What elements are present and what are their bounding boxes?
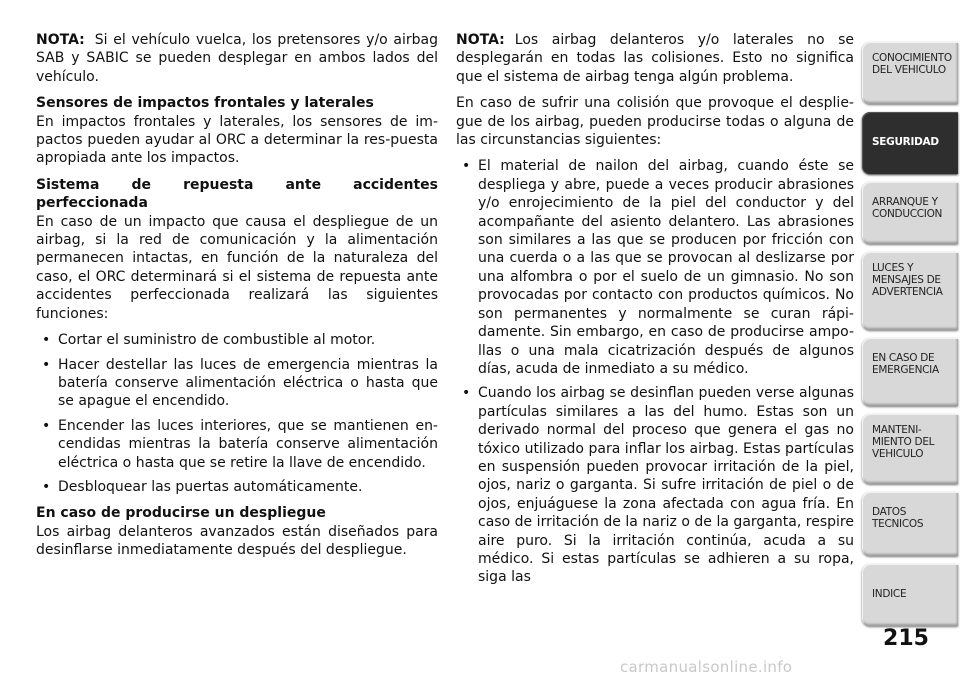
circumstances-list <box>456 157 854 586</box>
tab-arranque-y-conduccion[interactable]: ARRANQUE Y CONDUCCION <box>862 182 958 244</box>
nota-label: NOTA: <box>36 32 85 48</box>
list-item: • El material de nailon del airbag, cuando éste se despliega y abre, puede a veces producir abrasiones y/o enrojecimiento de la piel del conductor y del acompañante del asiento delantero. Las abrasiones son similares a las que se producen por fricción con una cuerda o a las que se provocan al deslizarse por una alfombra o por el suelo de un gimnasio. No son provocadas por contacto con productos químicos. No son permanentes y normalmente se curan rápi-damente. Sin embargo, en caso de producirse ampo-llas o una mala cicatrización después de algunos días, acuda de inmediato a su médico. <box>456 157 854 378</box>
tab-seguridad[interactable]: SEGURIDAD <box>862 112 958 174</box>
tab-conocimiento-del-vehiculo[interactable]: CONOCIMIENTO DEL VEHICULO <box>862 42 958 104</box>
section-body-despliegue: Los airbag delanteros avanzados están diseñados para desinflarse inmediatamente después del despliegue. <box>36 523 438 559</box>
intro-paragraph: En caso de sufrir una colisión que provoque el desplie-gue de los airbag, pueden producirse todas o alguna de las circunstancias siguientes: <box>456 95 854 149</box>
list-item: • Cortar el suministro de combustible al motor. <box>36 331 438 349</box>
left-column <box>36 31 438 568</box>
tab-indice[interactable]: INDICE <box>862 564 958 626</box>
list-item: • Cuando los airbag se desinflan pueden verse algunas partículas similares a las del humo. Estas son un derivado normal del proceso que genera el gas no tóxico utilizado para inflar los airbag. Estas partículas en suspensión pueden provocar irritación de la piel, ojos, nariz o garganta. Si sufre irritación de piel o de ojos, enjuáguese la zona afectada con agua fría. En caso de irritación de la nariz o de la garganta, respire aire puro. Si la irritación continúa, acuda a su médico. Si estas partículas se adhieren a su ropa, siga las <box>456 384 854 586</box>
section-heading-despliegue: En caso de producirse un despliegue <box>36 505 326 522</box>
list-item: • Encender las luces interiores, que se mantienen en-cendidas mientras la batería conserve alimentación eléctrica o hasta que se retire la llave de encendido. <box>36 417 438 472</box>
list-item: • Hacer destellar las luces de emergencia mientras la batería conserve alimentación eléctrica o hasta que se apague el encendido. <box>36 356 438 411</box>
section-heading-sensores: Sensores de impactos frontales y laterales <box>36 95 374 112</box>
right-column <box>456 31 854 595</box>
page-number: 215 <box>883 626 929 651</box>
nota-text: Los airbag delanteros y/o laterales no se desplegarán en todas las colisiones. Esto no significa que el sistema de airbag tenga algún problema. <box>456 32 854 85</box>
tab-luces-y-mensajes[interactable]: LUCES Y MENSAJES DE ADVERTENCIA <box>862 252 958 330</box>
nota-paragraph <box>36 31 438 86</box>
section-heading-sistema: Sistema de repuesta ante accidentes perfeccionada <box>36 176 438 212</box>
functions-list <box>36 331 438 496</box>
section-body-sensores: En impactos frontales y laterales, los sensores de im-pactos pueden ayudar al ORC a determinar la res-puesta apropiada ante los impactos. <box>36 113 438 167</box>
section-body-sistema: En caso de un impacto que causa el despliegue de un airbag, si la red de comunicación y la alimentación permanecen intactas, en función de la naturaleza del caso, el ORC determinará si el sistema de repuesta ante accidentes perfeccionada realizará las siguientes funciones: <box>36 213 438 322</box>
nota-label: NOTA: <box>456 32 505 48</box>
list-item: • Desbloquear las puertas automáticamente. <box>36 478 438 496</box>
nota-text: Si el vehículo vuelca, los pretensores y/o airbag SAB y SABIC se pueden desplegar en ambos lados del vehículo. <box>36 32 438 85</box>
nota-paragraph <box>456 31 854 86</box>
tab-mantenimiento-del-vehiculo[interactable]: MANTENI- MIENTO DEL VEHICULO <box>862 414 958 484</box>
chapter-tabs <box>858 42 960 622</box>
watermark: carmanualsonline.info <box>620 658 793 676</box>
tab-en-caso-de-emergencia[interactable]: EN CASO DE EMERGENCIA <box>862 338 958 406</box>
tab-datos-tecnicos[interactable]: DATOS TECNICOS <box>862 492 958 556</box>
